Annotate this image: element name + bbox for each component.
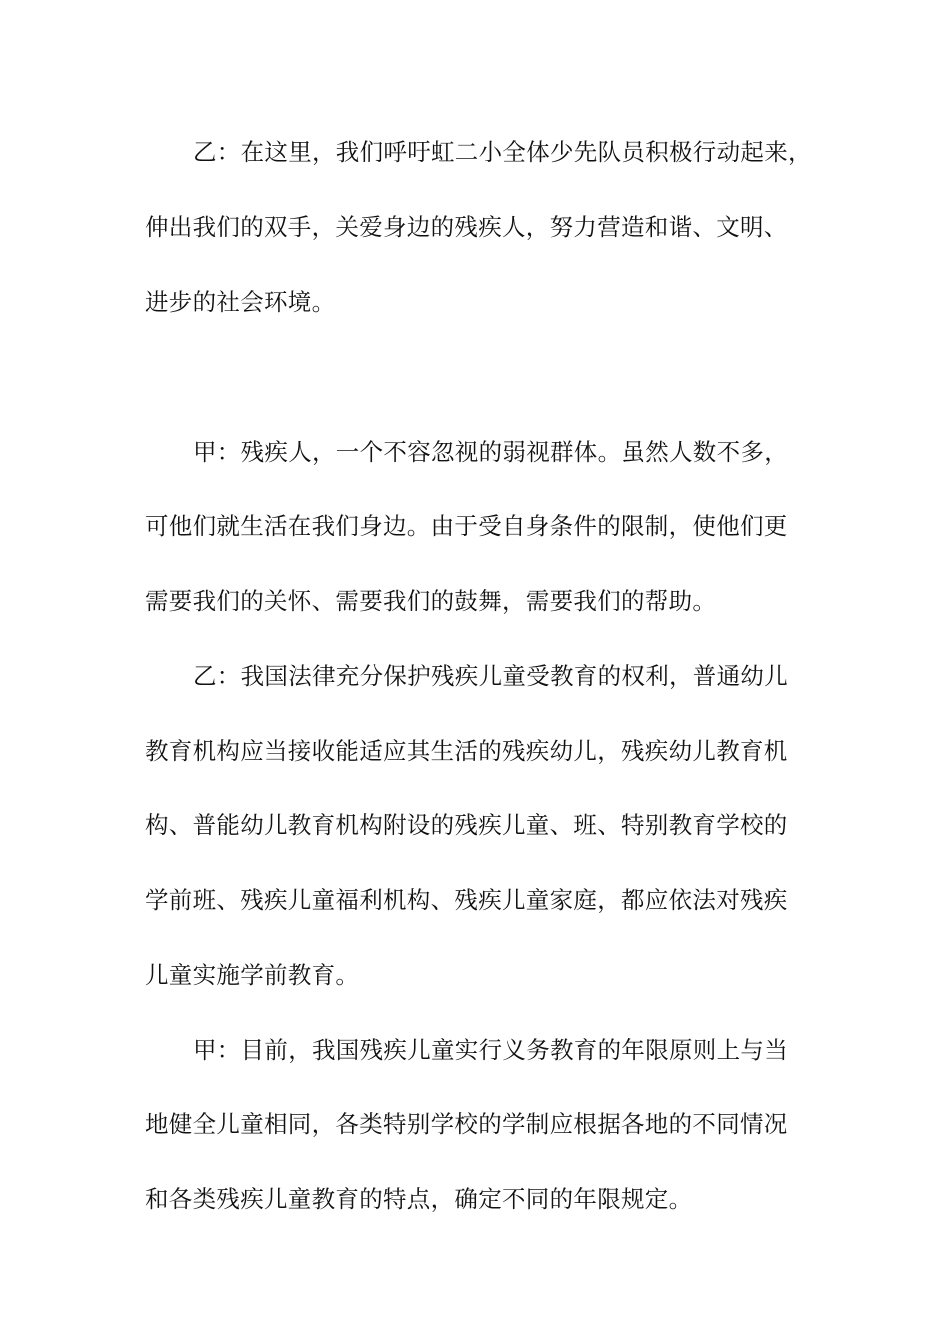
paragraph-1-line-1: 乙：在这里，我们呼吁虹二小全体少先队员积极行动起来， — [193, 138, 812, 166]
paragraph-1-line-2: 伸出我们的双手，关爱身边的残疾人，努力营造和谐、文明、 — [145, 213, 788, 241]
paragraph-2-line-2: 可他们就生活在我们身边。由于受自身条件的限制，使他们更 — [145, 512, 788, 540]
paragraph-3-line-1: 乙：我国法律充分保护残疾儿童受教育的权利，普通幼儿 — [193, 662, 788, 690]
paragraph-3-line-5: 儿童实施学前教育。 — [145, 961, 360, 989]
paragraph-4-line-2: 地健全儿童相同，各类特别学校的学制应根据各地的不同情况 — [145, 1110, 788, 1138]
paragraph-2-line-1: 甲：残疾人，一个不容忽视的弱视群体。虽然人数不多， — [193, 438, 788, 466]
paragraph-2-line-3: 需要我们的关怀、需要我们的鼓舞，需要我们的帮助。 — [145, 587, 717, 615]
paragraph-4-line-3: 和各类残疾儿童教育的特点，确定不同的年限规定。 — [145, 1185, 693, 1213]
paragraph-4-line-1: 甲：目前，我国残疾儿童实行义务教育的年限原则上与当 — [193, 1036, 788, 1064]
paragraph-3-line-2: 教育机构应当接收能适应其生活的残疾幼儿，残疾幼儿教育机 — [145, 737, 788, 765]
paragraph-1-line-3: 进步的社会环境。 — [145, 288, 336, 316]
paragraph-3-line-3: 构、普能幼儿教育机构附设的残疾儿童、班、特别教育学校的 — [145, 811, 788, 839]
paragraph-3-line-4: 学前班、残疾儿童福利机构、残疾儿童家庭，都应依法对残疾 — [145, 886, 788, 914]
